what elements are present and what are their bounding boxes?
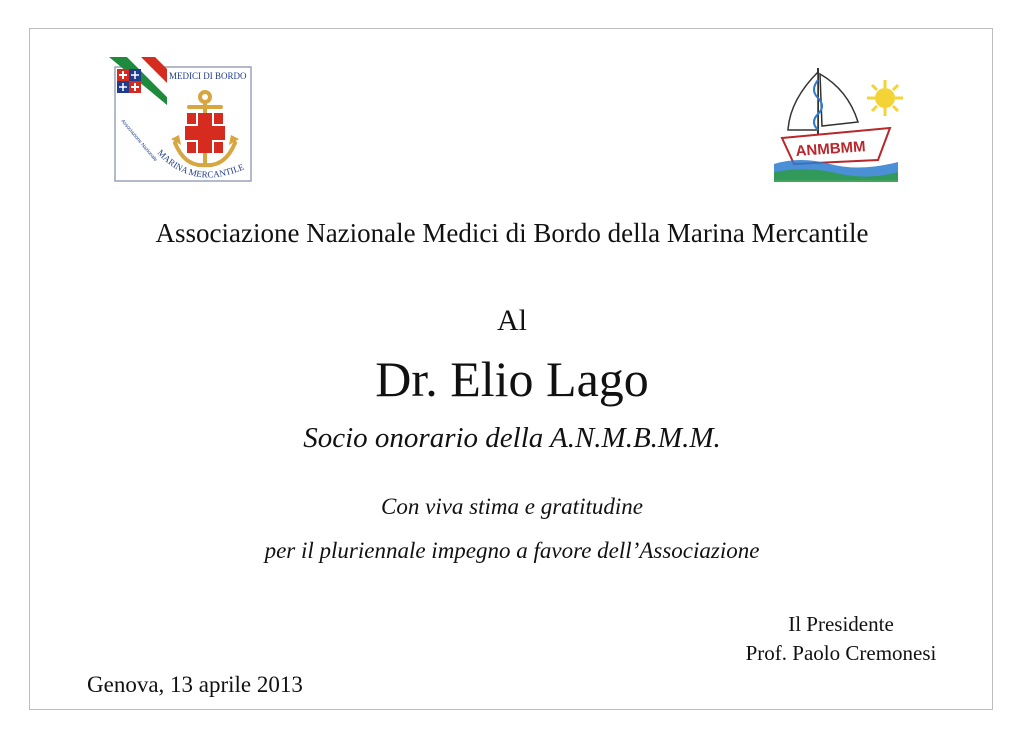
signature-name: Prof. Paolo Cremonesi (745, 641, 937, 665)
place-date: Genova, 13 aprile 2013 (87, 672, 303, 697)
logo-text-small: Associazione Nazionale (119, 118, 159, 163)
logo-text-top: MEDICI DI BORDO (169, 71, 247, 81)
logo-text-bottom: MARINA MERCANTILE (155, 147, 246, 180)
anchor-cross-logo-icon (107, 55, 257, 185)
recipient-name: Dr. Elio Lago (375, 351, 649, 407)
association-logo (107, 55, 257, 185)
signature-block (716, 610, 966, 668)
recipient-prefix: Al (497, 304, 527, 337)
ship-logo (770, 60, 920, 182)
dedication-line-1: Con viva stima e gratitudine (381, 494, 643, 519)
honorary-title: Socio onorario della A.N.M.B.M.M. (303, 422, 721, 454)
dedication-line-2: per il pluriennale impegno a favore dell’Associazione (264, 538, 760, 563)
organization-name: Associazione Nazionale Medici di Bordo della Marina Mercantile (155, 218, 869, 248)
signature-role: Il Presidente (788, 612, 894, 636)
logo-ship-text: ANMBMM (795, 138, 867, 160)
ship-sun-logo-icon (770, 60, 920, 182)
